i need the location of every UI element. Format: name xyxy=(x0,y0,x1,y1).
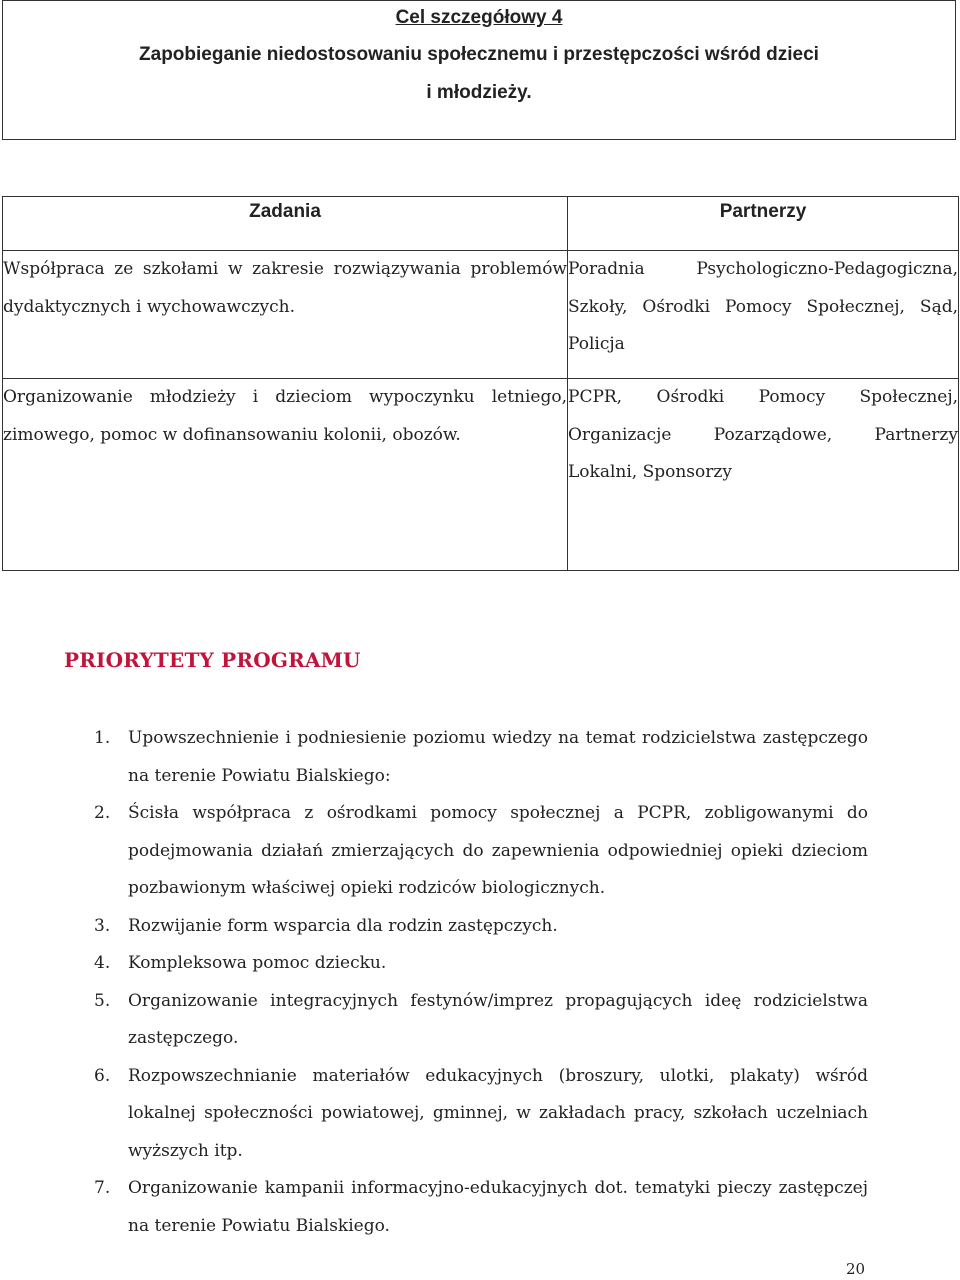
item-number: 5. xyxy=(94,990,111,1011)
list-item xyxy=(90,908,868,946)
goal-box xyxy=(2,0,956,140)
header-partners: Partnerzy xyxy=(568,197,959,251)
item-number: 2. xyxy=(94,803,111,823)
partners-cell: PCPR, Ośrodki Pomocy Społecznej, Organizacje Pozarządowe, Partnerzy Lokalni, Sponsorzy xyxy=(568,379,959,571)
item-text: Organizowanie integracyjnych festynów/imprez propagujących ideę rodzicielstwa zastępczego. xyxy=(128,990,868,1048)
priorities-heading: PRIORYTETY PROGRAMU xyxy=(64,648,361,672)
item-number: 1. xyxy=(94,728,111,748)
item-text: Rozwijanie form wsparcia dla rodzin zastępczych. xyxy=(128,915,558,936)
table-header-row xyxy=(3,197,959,251)
item-text: Ścisła współpraca z ośrodkami pomocy społecznej a PCPR, zobligowanymi do podejmowania działań zmierzających do zapewnienia odpowiedniej opieki dzieciom pozbawionym właściwej opieki rodziców biologicznych. xyxy=(128,803,868,898)
list-item xyxy=(90,720,868,795)
item-text: Organizowanie kampanii informacyjno-edukacyjnych dot. tematyki pieczy zastępczej na terenie Powiatu Bialskiego. xyxy=(128,1178,868,1236)
list-item xyxy=(90,1170,868,1245)
item-text: Kompleksowa pomoc dziecku. xyxy=(128,953,387,973)
priorities-list xyxy=(90,720,868,1245)
tasks-partners-table xyxy=(2,196,959,571)
item-number: 4. xyxy=(94,953,111,973)
partners-cell: Poradnia Psychologiczno-Pedagogiczna, Szkoły, Ośrodki Pomocy Społecznej, Sąd, Policja xyxy=(568,251,959,379)
goal-title: Cel szczegółowy 4 xyxy=(395,7,563,28)
goal-text-line-1: Zapobieganie niedostosowaniu społecznemu i przestępczości wśród dzieci xyxy=(139,44,819,65)
list-item xyxy=(90,1058,868,1171)
list-item xyxy=(90,983,868,1058)
task-cell: Współpraca ze szkołami w zakresie rozwiązywania problemów dydaktycznych i wychowawczych. xyxy=(3,251,568,379)
list-item xyxy=(90,795,868,908)
page-number: 20 xyxy=(846,1260,866,1278)
table-row xyxy=(3,379,959,571)
table-row xyxy=(3,251,959,379)
header-tasks: Zadania xyxy=(3,197,568,251)
item-text: Upowszechnienie i podniesienie poziomu wiedzy na temat rodzicielstwa zastępczego na terenie Powiatu Bialskiego: xyxy=(128,728,868,786)
task-cell: Organizowanie młodzieży i dzieciom wypoczynku letniego, zimowego, pomoc w dofinansowaniu kolonii, obozów. xyxy=(3,379,568,571)
item-number: 6. xyxy=(94,1065,111,1086)
item-number: 7. xyxy=(94,1178,111,1198)
item-text: Rozpowszechnianie materiałów edukacyjnych (broszury, ulotki, plakaty) wśród lokalnej społeczności powiatowej, gminnej, w zakładach pracy, szkołach uczelniach wyższych itp. xyxy=(128,1065,868,1161)
item-number: 3. xyxy=(94,915,111,936)
goal-text-line-2: i młodzieży. xyxy=(426,82,532,103)
list-item xyxy=(90,945,868,983)
